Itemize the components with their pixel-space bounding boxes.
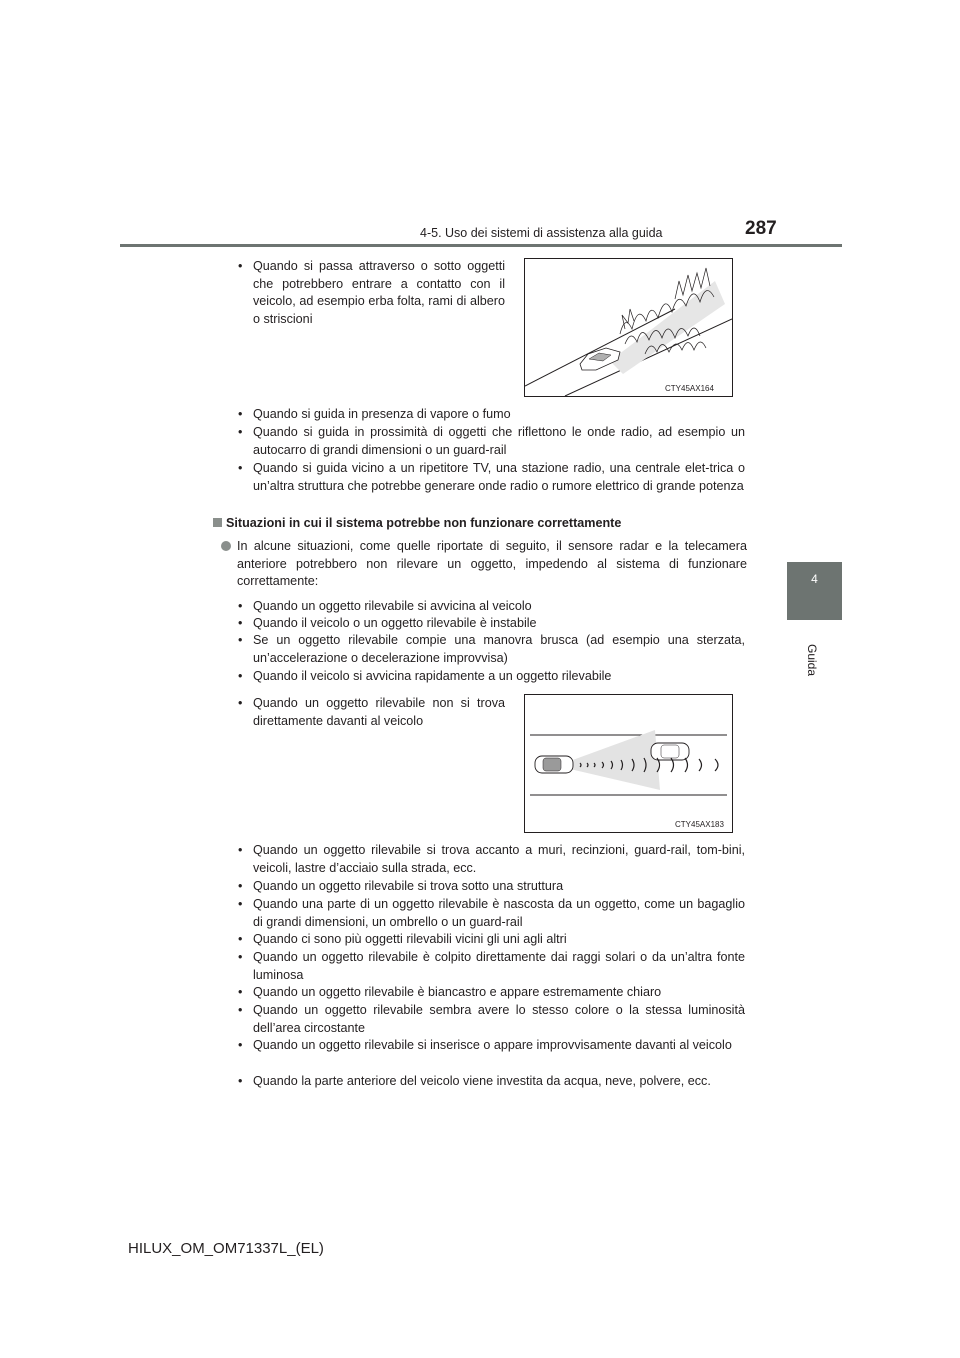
list-item: • Quando il veicolo si avvicina rapidamente a un oggetto rilevabile [238,669,612,683]
chapter-label: Guida [805,643,819,677]
intro-text: In alcune situazioni, come quelle riportate di seguito, il sensore radar e la telecamera anteriore potrebbero non rilevare un oggetto, impedendo al sistema di funzionare correttamente: [237,539,747,589]
bullet-text: Quando si guida in presenza di vapore o fumo [253,407,511,421]
bullet-text: Quando un oggetto rilevabile si trova sotto una struttura [253,879,564,893]
bullet-text: Quando un oggetto rilevabile si inserisce o appare improvvisamente davanti al veicolo [253,1038,732,1052]
figure-offset-vehicle [524,694,733,833]
list-item: • Se un oggetto rilevabile compie una manovra brusca (ad esempio una sterzata, un’accelerazione o decelerazione improvvisa) [238,633,745,665]
list-item: • Quando una parte di un oggetto rilevabile è nascosta da un oggetto, come un bagaglio di grandi dimensioni, un ombrello o un guard-rail [238,897,745,929]
bullet-text: Quando una parte di un oggetto rilevabile è nascosta da un oggetto, come un bagaglio di grandi dimensioni, un ombrello o un guard-rail [253,897,745,929]
list-item: • Quando un oggetto rilevabile sembra avere lo stesso colore o la stessa luminosità dell’area circostante [238,1003,745,1035]
header-divider [120,244,842,247]
intro-paragraph [237,538,747,591]
figure-vegetation [524,258,733,397]
section-title: 4-5. Uso dei sistemi di assistenza alla guida [420,226,663,240]
bullet-text: Quando un oggetto rilevabile è colpito direttamente dai raggi solari o da un’altra fonte luminosa [253,950,745,982]
list-item: • Quando un oggetto rilevabile si trova sotto una struttura [238,879,564,893]
list-item: • Quando un oggetto rilevabile si trova accanto a muri, recinzioni, guard-rail, tom-bini, veicoli, lastre d’acciaio sulla strada, ecc. [238,843,745,875]
document-code: HILUX_OM_OM71337L_(EL) [128,1240,324,1257]
list-item: • Quando la parte anteriore del veicolo viene investita da acqua, neve, polvere, ecc. [238,1074,711,1088]
list-item: • Quando si guida in presenza di vapore o fumo [238,407,511,421]
figure-code: CTY45AX183 [675,820,724,829]
bullet-text: Quando si guida in prossimità di oggetti che riflettono le onde radio, ad esempio un autocarro di grandi dimensioni o un guard-rail [253,425,745,457]
car-icon [535,756,573,773]
bullet-text: Quando la parte anteriore del veicolo viene investita da acqua, neve, polvere, ecc. [253,1074,711,1088]
bullet-text: Quando un oggetto rilevabile non si trova direttamente davanti al veicolo [253,696,505,728]
bullet-text: Quando il veicolo si avvicina rapidamente a un oggetto rilevabile [253,669,612,683]
list-item: • Quando si guida vicino a un ripetitore TV, una stazione radio, una centrale elet-trica o un’altra struttura che potrebbe generare onde radio o rumore elettrico di grande potenza [238,461,745,493]
car-icon [580,348,620,370]
bullet-text: Quando un oggetto rilevabile si trova accanto a muri, recinzioni, guard-rail, tom-bini, veicoli, lastre d’acciaio sulla strada, ecc. [253,843,745,875]
square-bullet-icon [213,518,222,527]
list-item: • Quando un oggetto rilevabile è biancastro e appare estremamente chiaro [238,985,662,999]
bullet-text: Se un oggetto rilevabile compie una manovra brusca (ad esempio una sterzata, un’accelerazione o decelerazione improvvisa) [253,633,745,665]
list-item: • Quando un oggetto rilevabile non si trova direttamente davanti al veicolo [238,696,505,728]
chapter-tab [787,562,842,620]
vegetation-illustration [525,259,732,396]
list-item: • Quando si guida in prossimità di oggetti che riflettono le onde radio, ad esempio un autocarro di grandi dimensioni o un guard-rail [238,425,745,457]
bullet-text: Quando si guida vicino a un ripetitore TV, una stazione radio, una centrale elet-trica o un’altra struttura che potrebbe generare onde radio o rumore elettrico di grande potenza [253,461,745,493]
list-item: • Quando un oggetto rilevabile si avvicina al veicolo [238,599,532,613]
chapter-number: 4 [811,572,818,586]
list-item: • Quando si passa attraverso o sotto oggetti che potrebbero entrare a contatto con il veicolo, ad esempio erba folta, rami di albero o striscioni [238,259,505,326]
heading-text: Situazioni in cui il sistema potrebbe non funzionare correttamente [226,516,622,530]
page-number: 287 [745,218,777,239]
section-heading [213,516,621,530]
offset-vehicle-illustration [525,695,732,832]
bullet-text: Quando si passa attraverso o sotto oggetti che potrebbero entrare a contatto con il veicolo, ad esempio erba folta, rami di albero o striscioni [253,259,505,326]
target-car-icon [651,743,689,760]
list-item: • Quando ci sono più oggetti rilevabili vicini gli uni agli altri [238,932,567,946]
bullet-text: Quando il veicolo o un oggetto rilevabile è instabile [253,616,537,630]
list-item: • Quando un oggetto rilevabile si inserisce o appare improvvisamente davanti al veicolo [238,1038,732,1052]
bullet-text: Quando un oggetto rilevabile è biancastro e appare estremamente chiaro [253,985,662,999]
bullet-text: Quando ci sono più oggetti rilevabili vicini gli uni agli altri [253,932,567,946]
bullet-text: Quando un oggetto rilevabile si avvicina al veicolo [253,599,532,613]
figure-code: CTY45AX164 [665,384,714,393]
bullet-text: Quando un oggetto rilevabile sembra avere lo stesso colore o la stessa luminosità dell’area circostante [253,1003,745,1035]
list-item: • Quando il veicolo o un oggetto rilevabile è instabile [238,616,537,630]
list-item: • Quando un oggetto rilevabile è colpito direttamente dai raggi solari o da un’altra fonte luminosa [238,950,745,982]
circle-bullet-icon [221,541,231,551]
